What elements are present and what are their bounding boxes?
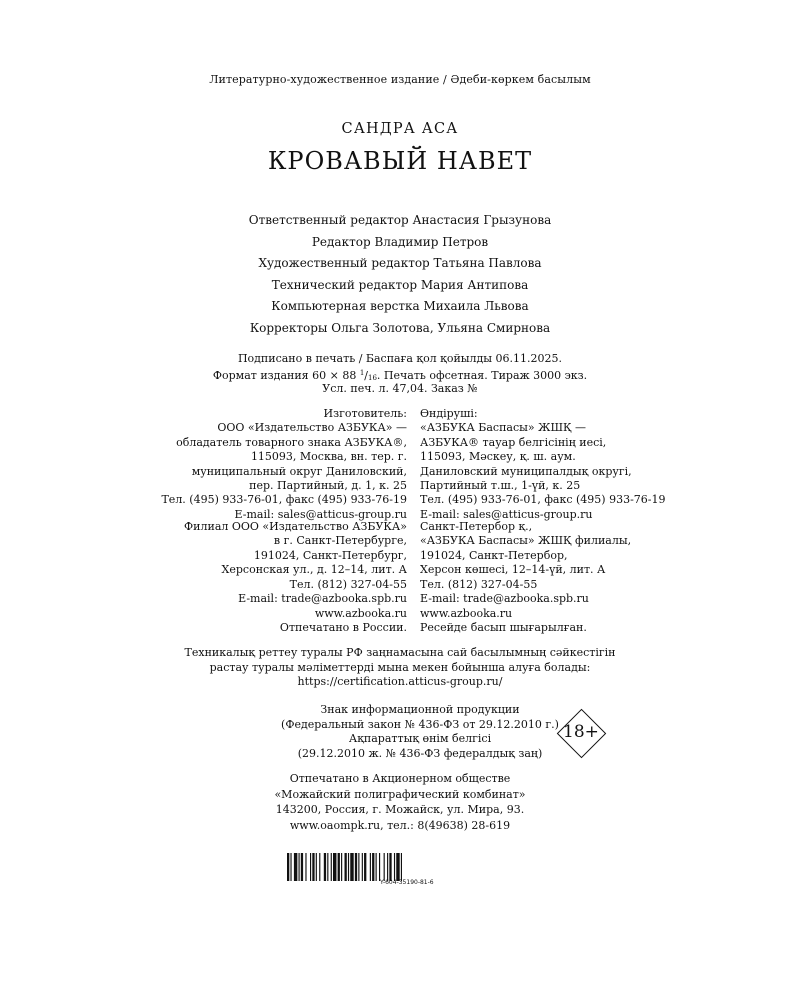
printer-line: Отпечатано в Акционерном обществе	[289, 772, 511, 785]
format-suffix: . Печать офсетная. Тираж 3000 экз.	[376, 369, 588, 382]
publisher-ru-line: E-mail: sales@atticus-group.ru	[234, 507, 407, 521]
branch-ru-line: Тел. (812) 327-04-55	[289, 577, 407, 591]
series-line: Литературно-художественное издание / Әдеби-көркем басылым	[209, 73, 591, 86]
print-info-block	[0, 351, 800, 396]
printed-in-ru: Отпечатано в России.	[279, 621, 407, 635]
branch-kz-line: 191024, Санкт-Петербор,	[420, 548, 568, 562]
barcode-bar	[345, 853, 347, 881]
footer-ru	[280, 607, 407, 636]
barcode-bar	[287, 853, 289, 881]
branch-kz	[420, 520, 631, 606]
credit-line: Компьютерная верстка Михаила Львова	[271, 299, 529, 313]
format-prefix: Формат издания 60 × 88	[212, 369, 360, 382]
barcode-bar	[376, 853, 377, 881]
book-title: КРОВАВЫЙ НАВЕТ	[267, 147, 533, 175]
printer-line: «Можайский полиграфический комбинат»	[274, 787, 526, 801]
credits-block	[0, 210, 800, 339]
barcode-bar	[301, 853, 303, 881]
publisher-kz-line: Тел. (495) 933-76-01, факс (495) 933-76-19	[420, 493, 666, 507]
printer-line: 143200, Россия, г. Можайск, ул. Мира, 93.	[275, 803, 525, 816]
barcode-bar	[294, 853, 297, 881]
age-rating-badge	[558, 710, 604, 756]
barcode-bar	[387, 853, 388, 881]
barcode-bar	[379, 853, 380, 881]
publisher-kz-line: «АЗБУКА Баспасы» ЖШҚ —	[420, 421, 587, 435]
publisher-ru-line: ООО «Издательство АЗБУКА» —	[217, 421, 407, 435]
barcode-bar	[384, 853, 385, 881]
barcode-bar	[331, 853, 332, 881]
publisher-kz-line: АЗБУКА® тауар белгісінің иесі,	[420, 435, 607, 449]
branch-ru-line: в г. Санкт-Петербурге,	[273, 534, 407, 548]
website-ru: www.azbooka.ru	[314, 607, 407, 620]
barcode-bar	[305, 853, 306, 881]
barcode-bar	[401, 853, 402, 881]
info-sign-line: (29.12.2010 ж. № 436-ФЗ федералдық заң)	[297, 746, 543, 760]
publisher-kz	[420, 407, 666, 522]
publisher-kz-line: Өндіруші:	[420, 407, 478, 420]
credit-line: Корректоры Ольга Золотова, Ульяна Смирнова	[249, 320, 551, 335]
barcode-bar	[324, 853, 326, 881]
barcode-bar	[316, 853, 317, 881]
barcode-bar	[312, 853, 314, 881]
credit-line: Ответственный редактор Анастасия Грызунова	[248, 213, 552, 227]
format-denominator: 16	[368, 374, 377, 382]
publisher-ru-line: муниципальный округ Даниловский,	[191, 464, 407, 478]
isbn-barcode	[287, 853, 447, 881]
tech-line: растау туралы мәліметтерді мына мекен бойынша алуға болады:	[209, 660, 591, 674]
author-name: САНДРА АСА	[341, 121, 459, 137]
branch-kz-line: Санкт-Петербор қ.,	[420, 520, 533, 533]
barcode-bar	[341, 853, 342, 881]
barcode-bar	[362, 853, 363, 881]
printer-line: www.oaompk.ru, тел.: 8(49638) 28-619	[289, 818, 511, 832]
barcode-bar	[299, 853, 300, 881]
barcode-bar	[333, 853, 336, 881]
barcode-bar	[372, 853, 374, 881]
branch-ru-line: Херсонская ул., д. 12–14, лит. А	[221, 563, 407, 577]
publisher-kz-line: Партийный т.ш., 1-үй, к. 25	[420, 478, 581, 492]
publisher-kz-line: E-mail: sales@atticus-group.ru	[420, 507, 593, 521]
info-sign-block	[270, 703, 570, 761]
publisher-kz-line: 115093, Мәскеу, қ. ш. аум.	[420, 450, 576, 464]
sheets-line: Усл. печ. л. 47,04. Заказ №	[322, 382, 478, 395]
barcode-bar	[327, 853, 328, 881]
website-kz: www.azbooka.ru	[420, 607, 513, 620]
barcode-bar	[396, 853, 399, 881]
branch-kz-line: Тел. (812) 327-04-55	[420, 577, 538, 591]
barcode-bar	[394, 853, 395, 881]
barcode-bar	[310, 853, 311, 881]
certification-url: https://certification.atticus-group.ru/	[297, 675, 503, 688]
publisher-ru-line: 115093, Москва, вн. тер. г.	[250, 450, 407, 464]
barcode-bar	[358, 853, 359, 881]
publisher-ru-line: Изготовитель:	[323, 407, 407, 420]
barcode-bar	[319, 853, 320, 881]
isbn-number: Y-604-35190-81-6	[380, 879, 434, 886]
barcode-bar	[364, 853, 366, 881]
barcode-bar	[290, 853, 291, 881]
info-sign-line: Знак информационной продукции	[320, 703, 520, 716]
barcode-bar	[338, 853, 340, 881]
barcode-bar	[355, 853, 357, 881]
publisher-ru	[161, 407, 407, 522]
tech-regulation-note	[0, 646, 800, 690]
publisher-ru-line: обладатель товарного знака АЗБУКА®,	[176, 435, 407, 449]
age-rating-text: 18+	[563, 722, 599, 742]
printer-block	[0, 771, 800, 833]
info-sign-line: (Федеральный закон № 436-ФЗ от 29.12.2010 г.)	[281, 717, 559, 731]
credit-line: Редактор Владимир Петров	[311, 234, 489, 249]
credit-line: Технический редактор Мария Антипова	[271, 277, 529, 292]
footer-kz	[420, 607, 587, 636]
branch-ru-line: Филиал ООО «Издательство АЗБУКА»	[184, 520, 407, 533]
branch-ru-line: E-mail: trade@azbooka.spb.ru	[238, 591, 407, 605]
branch-ru-line: 191024, Санкт-Петербург,	[253, 548, 407, 562]
format-numerator: 1	[359, 369, 365, 377]
branch-ru	[184, 520, 407, 606]
barcode-bar	[370, 853, 371, 881]
publisher-ru-line: пер. Партийный, д. 1, к. 25	[249, 478, 407, 492]
format-fraction: $^1/_{16}$	[359, 369, 377, 382]
credit-line: Художественный редактор Татьяна Павлова	[258, 256, 542, 270]
info-sign-line: Ақпараттық өнім белгісі	[348, 732, 492, 745]
barcode-bar	[350, 853, 353, 881]
publisher-kz-line: Даниловский муниципалдық округі,	[420, 464, 632, 478]
format-line	[0, 366, 800, 381]
publisher-ru-line: Тел. (495) 933-76-01, факс (495) 933-76-19	[161, 493, 407, 507]
branch-kz-line: «АЗБУКА Баспасы» ЖШҚ филиалы,	[420, 534, 632, 548]
tech-line: Техникалық реттеу туралы РФ заңнамасына сай басылымның сәйкестігін	[184, 646, 616, 659]
barcode-bar	[348, 853, 349, 881]
signed-line: Подписано в печать / Баспаға қол қойылды 06.11.2025.	[237, 352, 563, 365]
barcode-bar	[389, 853, 391, 881]
branch-kz-line: E-mail: trade@azbooka.spb.ru	[420, 591, 589, 605]
printed-in-kz: Ресейде басып шығарылған.	[420, 621, 587, 635]
branch-kz-line: Херсон көшесі, 12–14-үй, лит. А	[420, 563, 606, 577]
